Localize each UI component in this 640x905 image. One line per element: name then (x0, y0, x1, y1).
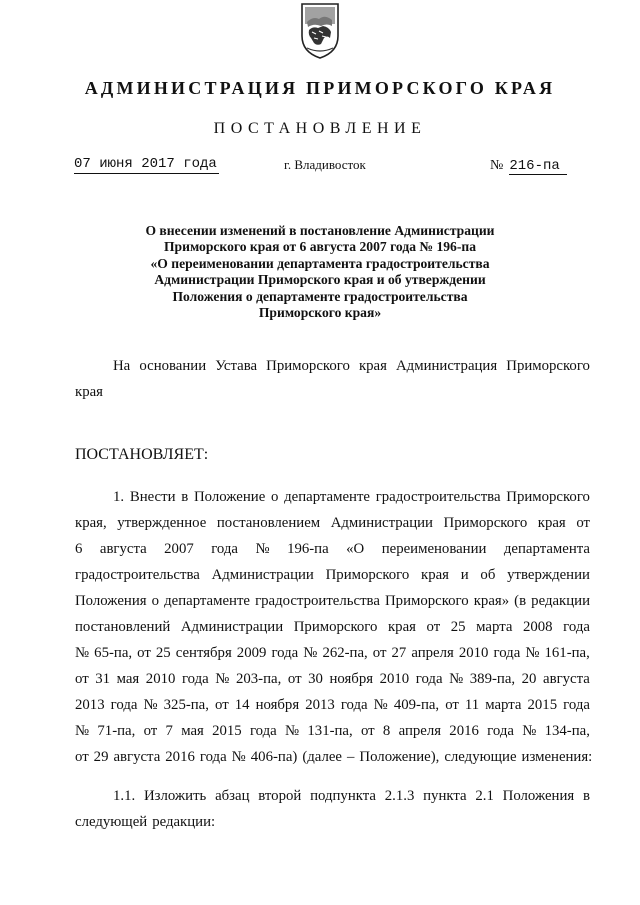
paragraph-line: Положения о департаменте градостроительства Приморского края» (в редакции (75, 593, 590, 609)
primorsky-krai-coat-of-arms-icon (299, 2, 341, 60)
basis-paragraph (75, 353, 590, 405)
document-meta-row (74, 156, 586, 178)
subject-line: О внесении изменений в постановление Администрации (145, 223, 495, 238)
paragraph-line: На основании Устава Приморского края Администрация Приморского (113, 358, 590, 374)
paragraph-line: градостроительства Администрации Приморского края и об утверждении (75, 567, 590, 583)
subject-line: Администрации Приморского края и об утверждении (154, 272, 486, 288)
item-1-paragraph (75, 484, 593, 770)
subject-line: «О переименовании департамента градостроительства (150, 255, 490, 271)
paragraph-line: края, утвержденное постановлением Администрации Приморского края от (75, 515, 590, 531)
document-number-value: 216-па (509, 158, 567, 175)
item-1-1-paragraph (75, 783, 590, 835)
paragraph-line: 2013 года № 325-па, от 14 ноября 2013 года № 409-па, от 11 марта 2015 года (75, 697, 590, 713)
subject-line: Приморского края от 6 августа 2007 года № 196-па (163, 239, 476, 255)
paragraph-line: постановлений Администрации Приморского края от 25 марта 2008 года (75, 619, 590, 635)
number-sign: № (490, 158, 504, 173)
paragraph-line: 1. Внести в Положение о департаменте градостроительства Приморского (113, 489, 590, 505)
document-type: ПОСТАНОВЛЕНИЕ (213, 120, 427, 137)
subject-line: Приморского края» (258, 305, 382, 321)
document-date: 07 июня 2017 года (74, 156, 217, 172)
document-subject (100, 223, 540, 321)
document-city: г. Владивосток (284, 157, 366, 172)
paragraph-line: 1.1. Изложить абзац второй подпункта 2.1.3 пункта 2.1 Положения в (113, 788, 590, 804)
paragraph-line: 6 августа 2007 года № 196-па «О переименовании департамента (75, 541, 590, 557)
subject-line: Положения о департаменте градостроительства (172, 288, 468, 304)
paragraph-line: от 29 августа 2016 года № 406-па) (далее – Положение), следующие изменения: (75, 749, 593, 765)
paragraph-line: № 71-па, от 7 мая 2015 года № 131-па, от 8 апреля 2016 года № 134-па, (75, 723, 590, 739)
paragraph-line: края (75, 384, 103, 400)
decree-word: ПОСТАНОВЛЯЕТ: (75, 446, 209, 463)
organization-title: АДМИНИСТРАЦИЯ ПРИМОРСКОГО КРАЯ (84, 78, 556, 98)
paragraph-line: от 31 мая 2010 года № 203-па, от 30 ноября 2010 года № 389-па, 20 августа (75, 671, 590, 687)
paragraph-line: следующей редакции: (75, 814, 216, 830)
paragraph-line: № 65-па, от 25 сентября 2009 года № 262-па, от 27 апреля 2010 года № 161-па, (75, 645, 590, 661)
document-number (490, 156, 586, 175)
